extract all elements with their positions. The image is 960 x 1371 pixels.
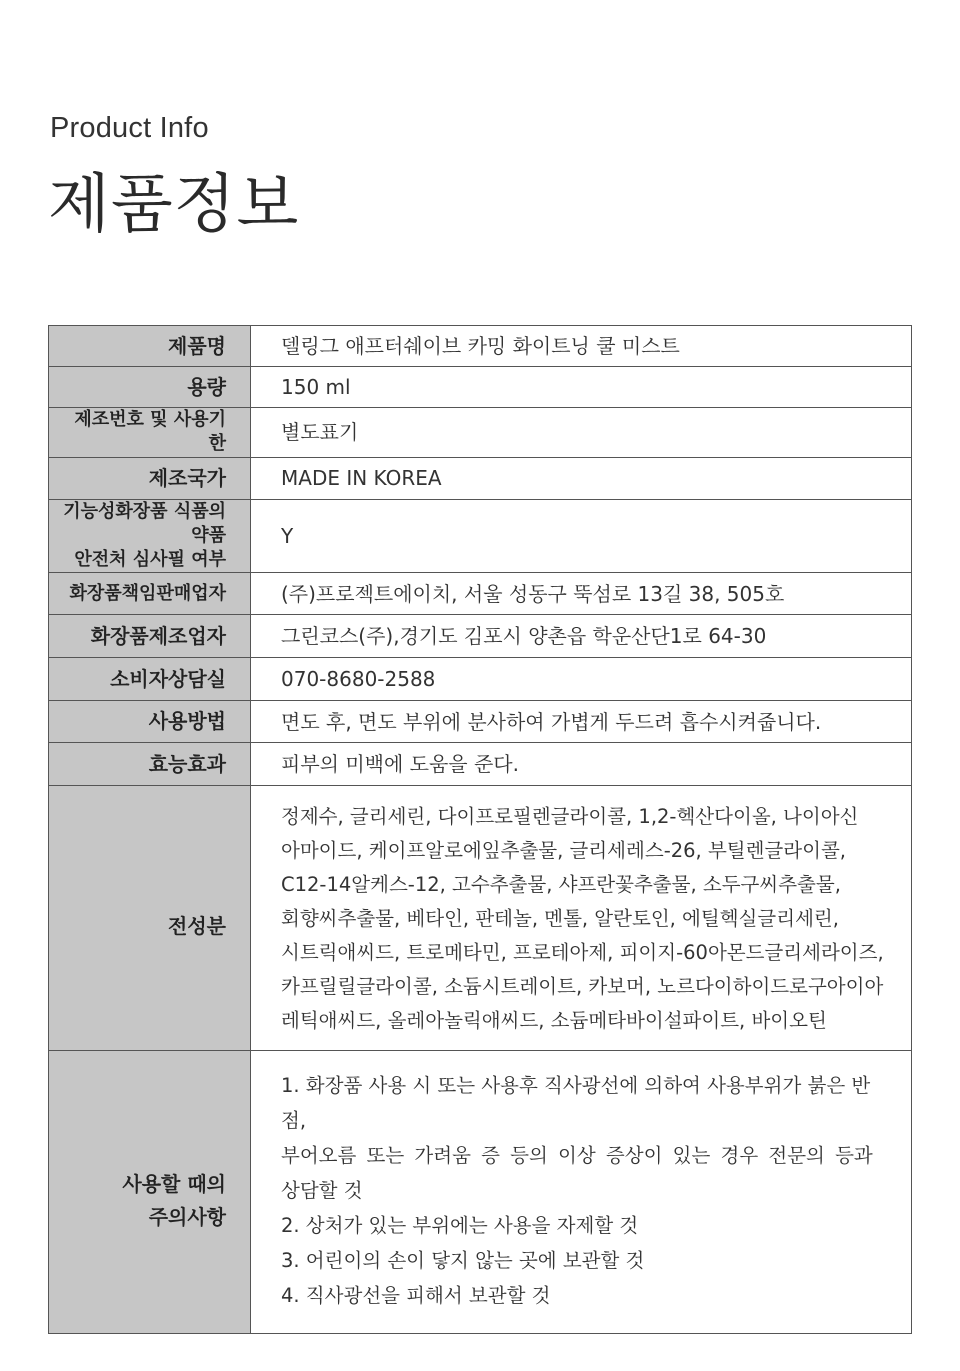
ingredient-line: 레틱애씨드, 올레아놀릭애씨드, 소듐메타바이설파이트, 바이오틴 — [281, 1009, 827, 1033]
label-line: 주의사항 — [148, 1205, 226, 1230]
ingredients-row — [49, 786, 912, 1051]
row-label: 제품명 — [49, 326, 251, 367]
table-row — [49, 658, 912, 701]
caution-line: 4. 직사광선을 피해서 보관할 것 — [281, 1284, 551, 1308]
table-row — [49, 743, 912, 786]
row-label: 제조국가 — [49, 457, 251, 499]
row-value: 면도 후, 면도 부위에 분사하여 가볍게 두드려 흡수시켜줍니다. — [251, 701, 912, 743]
ingredient-line: 카프릴릴글라이콜, 소듐시트레이트, 카보머, 노르다이하이드로구아이아 — [281, 975, 884, 999]
table-row — [49, 367, 912, 408]
row-label — [49, 499, 251, 573]
label-line: 기능성화장품 식품의약품 — [63, 500, 226, 546]
row-label: 화장품책임판매업자 — [49, 573, 251, 615]
table-row — [49, 615, 912, 658]
row-value: Y — [251, 499, 912, 573]
caution-line: 부어오름 또는 가려움 증 등의 이상 증상이 있는 경우 전문의 등과 — [281, 1144, 873, 1168]
ingredient-line: C12-14알케스-12, 고수추출물, 샤프란꽃추출물, 소두구씨추출물, — [281, 873, 841, 897]
ingredient-line: 아마이드, 케이프알로에잎추출물, 글리세레스-26, 부틸렌글라이콜, — [281, 839, 847, 863]
ingredient-line: 시트릭애씨드, 트로메타민, 프로테아제, 피이지-60아몬드글리세라이즈, — [281, 941, 884, 965]
row-value: 그린코스(주),경기도 김포시 양촌읍 학운산단1로 64-30 — [251, 615, 912, 658]
page-title: 제품정보 — [48, 168, 300, 242]
caution-line: 1. 화장품 사용 시 또는 사용후 직사광선에 의하여 사용부위가 붉은 반점, — [281, 1074, 871, 1133]
cautions-value — [251, 1051, 912, 1334]
ingredient-line: 회향씨추출물, 베타인, 판테놀, 멘톨, 알란토인, 에틸헥실글리세린, — [281, 907, 839, 931]
caution-line: 2. 상처가 있는 부위에는 사용을 자제할 것 — [281, 1214, 639, 1238]
label-line: 안전처 심사필 여부 — [74, 549, 226, 571]
table-row — [49, 408, 912, 458]
label-line: 사용할 때의 — [122, 1172, 226, 1197]
row-value: 별도표기 — [251, 408, 912, 458]
section-eyebrow: Product Info — [50, 112, 209, 144]
ingredient-line: 정제수, 글리세린, 다이프로필렌글라이콜, 1,2-헥산다이올, 나이아신 — [281, 805, 859, 829]
row-value: 070-8680-2588 — [251, 658, 912, 701]
table-row — [49, 701, 912, 743]
cautions-row — [49, 1051, 912, 1334]
caution-line: 상담할 것 — [281, 1179, 363, 1203]
row-value: (주)프로젝트에이치, 서울 성동구 뚝섬로 13길 38, 505호 — [251, 573, 912, 615]
row-label: 효능효과 — [49, 743, 251, 786]
row-value: 델링그 애프터쉐이브 카밍 화이트닝 쿨 미스트 — [251, 326, 912, 367]
table-row — [49, 326, 912, 367]
row-value: 피부의 미백에 도움을 준다. — [251, 743, 912, 786]
row-label: 소비자상담실 — [49, 658, 251, 701]
product-info-table — [48, 325, 912, 1334]
table-row — [49, 573, 912, 615]
row-label: 제조번호 및 사용기한 — [49, 408, 251, 458]
ingredients-value — [251, 786, 912, 1051]
caution-line: 3. 어린이의 손이 닿지 않는 곳에 보관할 것 — [281, 1249, 645, 1273]
row-value: MADE IN KOREA — [251, 457, 912, 499]
table-row — [49, 499, 912, 573]
row-label: 화장품제조업자 — [49, 615, 251, 658]
table-row — [49, 457, 912, 499]
ingredients-label: 전성분 — [49, 786, 251, 1051]
cautions-label — [49, 1051, 251, 1334]
row-value: 150 ml — [251, 367, 912, 408]
row-label: 사용방법 — [49, 701, 251, 743]
row-label: 용량 — [49, 367, 251, 408]
